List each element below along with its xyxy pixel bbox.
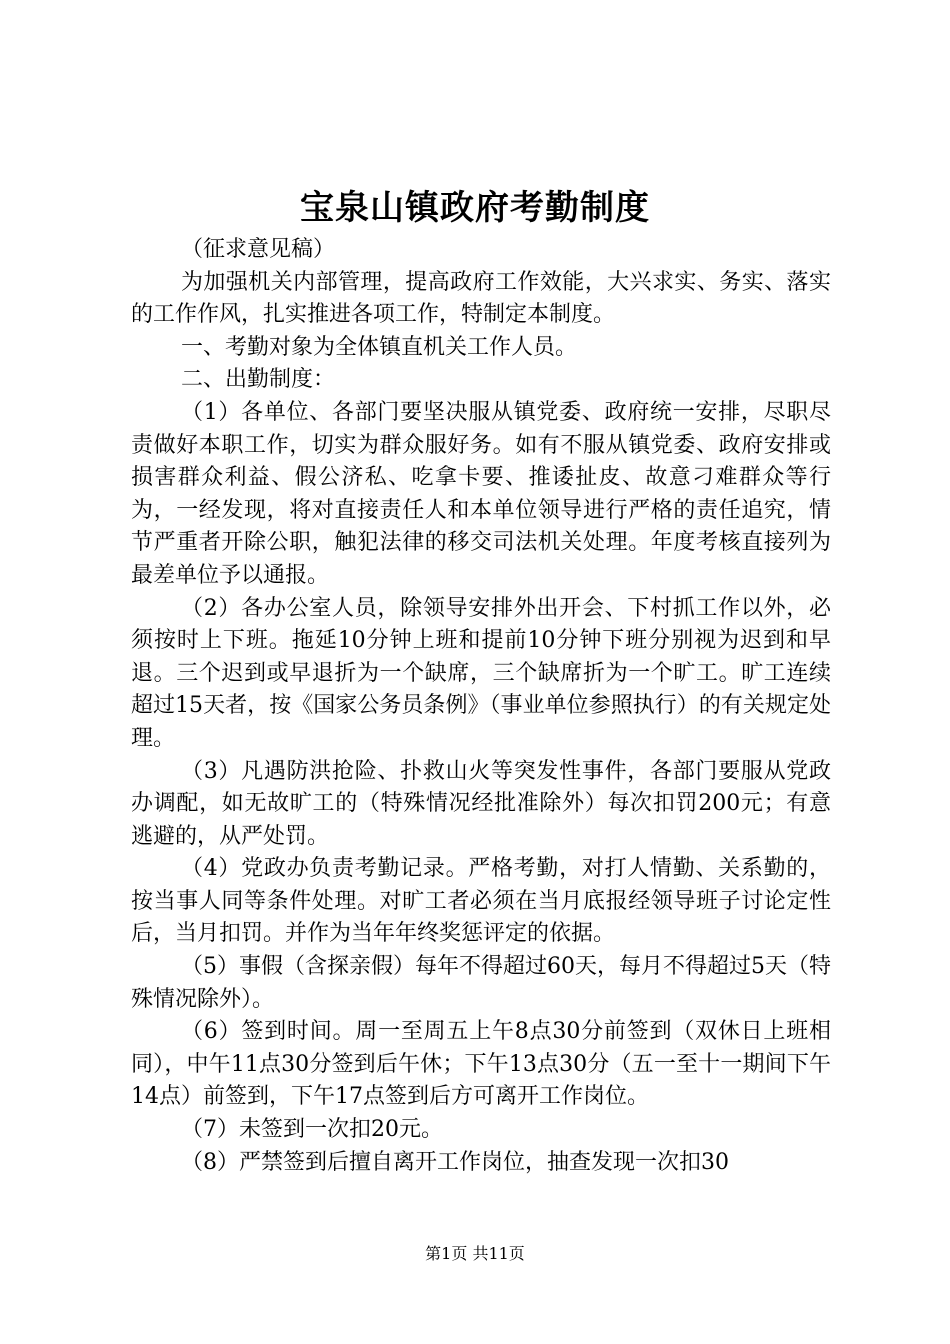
paragraph-item-1: （1）各单位、各部门要坚决服从镇党委、政府统一安排，尽职尽责做好本职工作，切实为群众服好务。如有不服从镇党委、政府安排或损害群众利益、假公济私、吃拿卡要、推诿扯皮、故意刁难群众等行为，一经发现，将对直接责任人和本单位领导进行严格的责任追究，情节严重者开除公职，触犯法律的移交司法机关处理。年度考核直接列为最差单位予以通报。 (131, 399, 831, 588)
paragraph-section-1: 一、考勤对象为全体镇直机关工作人员。 (181, 334, 578, 360)
paragraph-item-4: （4）党政办负责考勤记录。严格考勤，对打人情勤、关系勤的，按当事人同等条件处理。对旷工者必须在当月底报经领导班子讨论定性后，当月扣罚。并作为当年年终奖惩评定的依据。 (131, 856, 831, 947)
paragraph-item-8: （8）严禁签到后擅自离开工作岗位，抽查发现一次扣30 (181, 1149, 729, 1175)
paragraph-item-7: （7）未签到一次扣20元。 (181, 1117, 443, 1143)
document-title: 宝泉山镇政府考勤制度 (300, 188, 650, 228)
paragraph-item-2: （2）各办公室人员，除领导安排外出开会、下村抓工作以外，必须按时上下班。拖延10分钟上班和提前10分钟下班分别视为迟到和早退。三个迟到或早退折为一个缺席，三个缺席折为一个旷工。旷工连续超过15天者，按《国家公务员条例》（事业单位参照执行）的有关规定处理。 (131, 595, 831, 751)
paragraph-item-3: （3）凡遇防洪抢险、扑救山火等突发性事件，各部门要服从党政办调配，如无故旷工的（特殊情况经批准除外）每次扣罚200元；有意逃避的，从严处罚。 (131, 758, 831, 849)
paragraph-item-5: （5）事假（含探亲假）每年不得超过60天，每月不得超过5天（特殊情况除外）。 (131, 954, 831, 1012)
draft-note: （征求意见稿） (181, 237, 336, 262)
paragraph-intro: 为加强机关内部管理，提高政府工作效能，大兴求实、务实、落实的工作作风，扎实推进各项工作，特制定本制度。 (131, 269, 831, 328)
paragraph-section-2: 二、出勤制度： (181, 367, 336, 393)
paragraph-item-6: （6）签到时间。周一至周五上午8点30分前签到（双休日上班相同），中午11点30分签到后午休；下午13点30分（五一至十一期间下午14点）前签到，下午17点签到后方可离开工作岗位。 (131, 1019, 831, 1110)
document-body (131, 234, 831, 1179)
page-footer: 第1页 共11页 (425, 1244, 525, 1263)
